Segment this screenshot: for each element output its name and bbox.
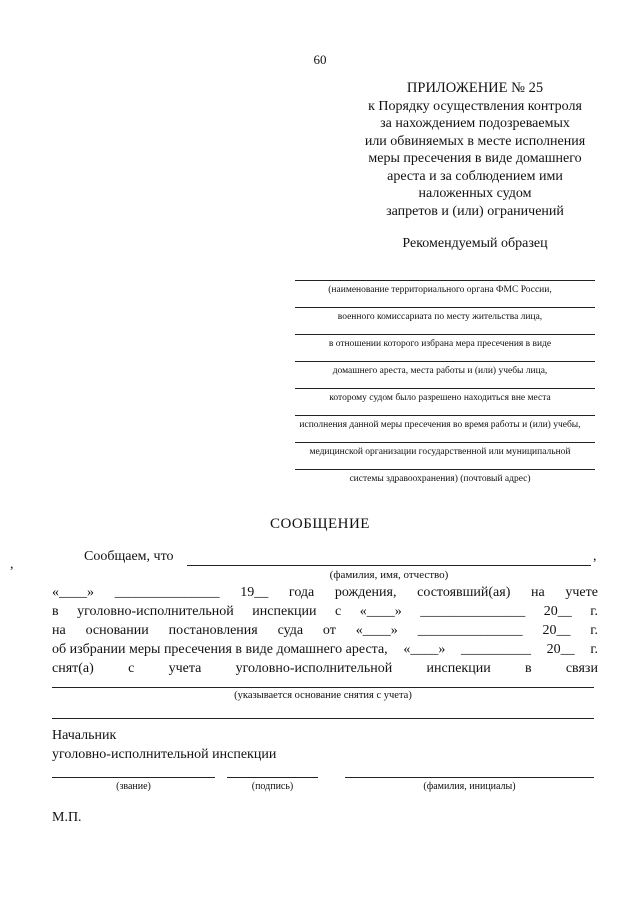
address-line — [295, 334, 595, 335]
word: в — [52, 604, 59, 619]
fio-caption: (фамилия, имя, отчество) — [329, 569, 449, 581]
court-year-field[interactable]: 20__ — [542, 623, 571, 638]
word: рождения, — [334, 585, 397, 600]
birth-day-field[interactable]: «____» — [52, 585, 94, 600]
word: суда — [277, 623, 304, 638]
address-caption: медицинской организации государственной или муниципальной — [309, 447, 571, 457]
registration-year-field[interactable]: 20__ — [543, 604, 572, 619]
word: г. — [590, 604, 598, 619]
address-caption: системы здравоохранения) (почтовый адрес) — [349, 474, 531, 484]
stamp-label: М.П. — [52, 810, 82, 825]
appendix-header — [340, 80, 610, 220]
word: учета — [168, 661, 202, 676]
birth-month-field[interactable]: _______________ — [114, 585, 220, 600]
rank-field-line[interactable] — [52, 777, 215, 778]
word: связи — [565, 661, 598, 676]
address-caption: в отношении которого избрана мера пресечения в виде — [328, 339, 552, 349]
name-field-line[interactable] — [345, 777, 594, 778]
word: уголовно-исполнительной — [235, 661, 393, 676]
court-decision-line — [52, 623, 598, 639]
address-caption: исполнения данной меры пресечения во время работы и (или) учебы, — [299, 420, 581, 430]
word: на — [531, 585, 545, 600]
signature-field-line[interactable] — [227, 777, 318, 778]
appendix-line: наложенных судом — [418, 186, 532, 201]
arrest-year-field[interactable]: 20__ — [546, 642, 575, 657]
word: уголовно-исполнительной — [77, 604, 234, 619]
fio-field-line[interactable] — [187, 565, 591, 566]
document-title: СООБЩЕНИЕ — [270, 516, 370, 532]
deregistration-line — [52, 661, 598, 677]
address-line — [295, 280, 595, 281]
address-caption: домашнего ареста, места работы и (или) учебы лица, — [332, 366, 548, 376]
phrase: об избрании меры пресечения в виде домашнего ареста, — [52, 642, 388, 657]
rank-caption: (звание) — [116, 781, 151, 792]
address-line — [295, 469, 595, 470]
birth-date-line — [52, 585, 598, 601]
court-month-field[interactable]: _______________ — [417, 623, 523, 638]
word: учете — [565, 585, 598, 600]
word: основании — [85, 623, 149, 638]
arrest-day-field[interactable]: «____» — [403, 642, 446, 657]
address-caption: военного комиссариата по месту жительства лица, — [337, 312, 543, 322]
signature-caption: (подпись) — [251, 781, 294, 792]
reason-caption: (указывается основание снятия с учета) — [234, 690, 412, 701]
recommended-sample-label: Рекомендуемый образец — [402, 236, 548, 251]
word: инспекции — [426, 661, 491, 676]
appendix-line: запретов и (или) ограничений — [386, 203, 564, 219]
word: снят(а) — [52, 661, 94, 676]
registration-month-field[interactable]: _______________ — [420, 604, 526, 619]
court-day-field[interactable]: «____» — [355, 623, 398, 638]
message-intro: Сообщаем, что — [84, 549, 174, 564]
word: с — [128, 661, 135, 676]
position-title-2: уголовно-исполнительной инспекции — [52, 747, 277, 762]
reason-field-line[interactable] — [52, 687, 594, 688]
word: г. — [590, 623, 598, 638]
appendix-title: ПРИЛОЖЕНИЕ № 25 — [406, 80, 544, 96]
birth-year-field[interactable]: 19__ — [240, 585, 269, 600]
appendix-line: к Порядку осуществления контроля — [368, 98, 582, 114]
appendix-line: за нахождением подозреваемых — [380, 116, 570, 131]
arrest-month-field[interactable]: __________ — [461, 642, 531, 657]
word: состоявший(ая) — [417, 585, 511, 600]
appendix-line: ареста и за соблюдением ими — [387, 168, 563, 184]
fio-line-comma: , — [593, 549, 597, 564]
word: в — [524, 661, 532, 676]
page-number: 60 — [313, 52, 327, 67]
registration-date-line — [52, 604, 598, 620]
house-arrest-line — [52, 642, 598, 658]
address-caption: (наименование территориального органа ФМС России, — [328, 285, 552, 295]
appendix-line: или обвиняемых в месте исполнения — [364, 133, 586, 149]
word: года — [288, 585, 315, 600]
word: постановления — [168, 623, 258, 638]
word: инспекции — [252, 604, 317, 619]
address-caption: которому судом было разрешено находиться вне места — [329, 393, 551, 403]
position-title: Начальник — [52, 728, 117, 743]
address-line — [295, 361, 595, 362]
address-line — [295, 442, 595, 443]
reason-field-line-2[interactable] — [52, 718, 594, 719]
word: от — [322, 623, 336, 638]
address-line — [295, 307, 595, 308]
address-line — [295, 415, 595, 416]
address-line — [295, 388, 595, 389]
appendix-line: меры пресечения в виде домашнего — [368, 151, 582, 166]
name-caption: (фамилия, инициалы) — [423, 781, 516, 792]
word: на — [52, 623, 66, 638]
margin-mark: , — [10, 557, 14, 572]
word: с — [335, 604, 342, 619]
registration-day-field[interactable]: «____» — [359, 604, 402, 619]
word: г. — [590, 642, 598, 657]
